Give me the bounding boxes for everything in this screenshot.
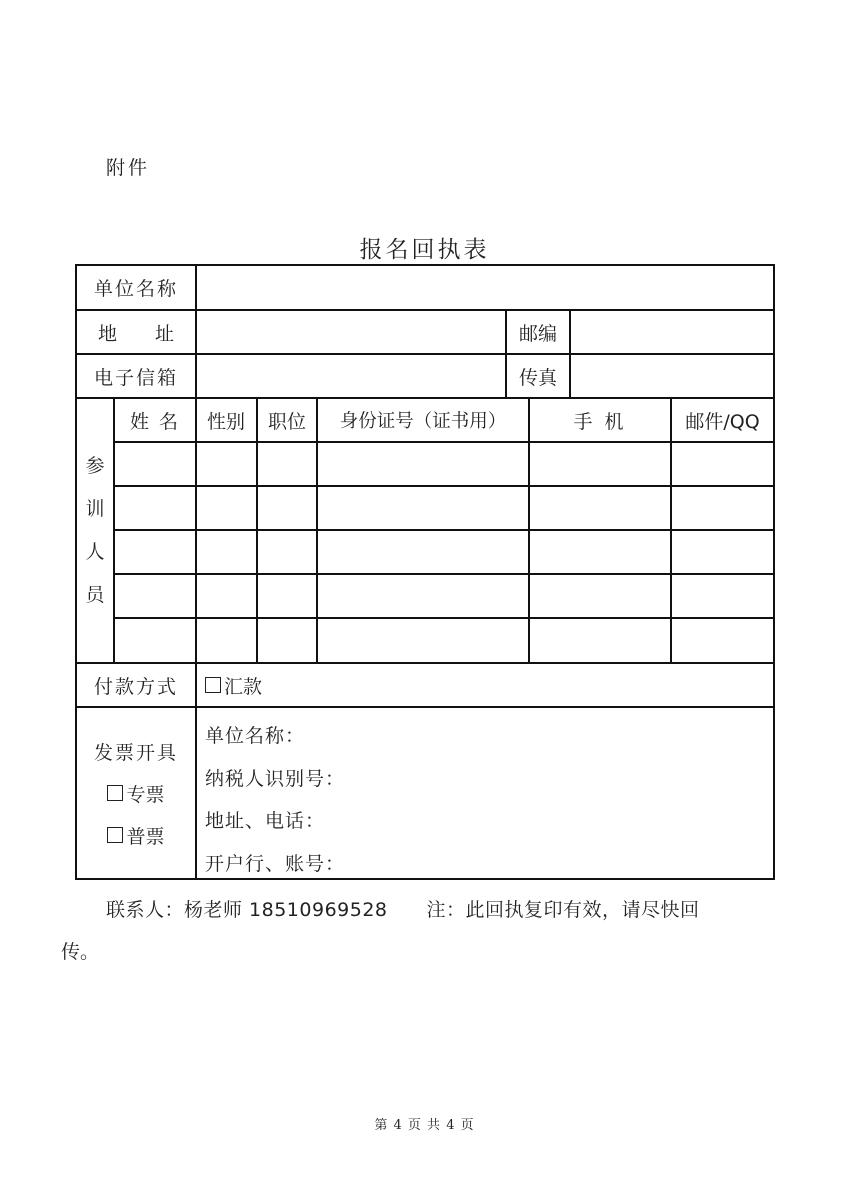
email-field[interactable] <box>197 355 505 397</box>
page-number: 第 4 页 共 4 页 <box>374 1118 475 1133</box>
invoice-field-unit-name[interactable]: 单位名称： <box>205 725 306 747</box>
row-divider <box>113 485 773 487</box>
payment-option[interactable] <box>205 664 765 706</box>
invoice-section-label <box>77 708 195 878</box>
row-divider <box>113 573 773 575</box>
invoice-field-address-phone[interactable]: 地址、电话： <box>205 810 326 832</box>
unit-name-field[interactable] <box>197 266 773 309</box>
contact-note: 联系人：杨老师 18510969528 注：此回执复印有效，请尽快回 <box>106 899 700 921</box>
header-email-qq: 邮件/QQ <box>685 410 760 433</box>
address-label: 地 址 <box>97 322 174 345</box>
unit-name-label: 单位名称 <box>93 278 178 300</box>
fax-label: 传真 <box>518 366 557 389</box>
participants-section-label <box>77 399 113 662</box>
contact-note-continued: 传。 <box>61 941 100 963</box>
email-label: 电子信箱 <box>93 366 178 389</box>
header-position: 职位 <box>267 410 306 433</box>
invoice-fields <box>205 715 765 885</box>
registration-form-table <box>75 264 775 880</box>
row-divider <box>113 441 773 443</box>
checkbox[interactable] <box>205 677 221 693</box>
section-char: 员 <box>85 583 105 606</box>
invoice-field-tax-id[interactable]: 纳税人识别号： <box>205 767 346 790</box>
payment-label: 付款方式 <box>93 675 178 698</box>
row-divider <box>113 529 773 531</box>
checkbox[interactable] <box>107 785 123 801</box>
form-title: 报名回执表 <box>359 237 490 263</box>
invoice-field-bank-account[interactable]: 开户行、账号： <box>205 852 346 875</box>
invoice-option-special[interactable] <box>107 772 164 814</box>
col-divider <box>195 662 197 878</box>
row-divider <box>113 617 773 619</box>
section-char: 训 <box>85 497 105 520</box>
section-char: 参 <box>85 454 105 477</box>
checkbox[interactable] <box>107 827 123 843</box>
invoice-option-label: 普票 <box>126 825 165 848</box>
invoice-option-general[interactable] <box>107 814 164 856</box>
header-mobile: 手 机 <box>573 410 627 433</box>
fax-field[interactable] <box>571 355 773 397</box>
header-id-number: 身份证号（证书用） <box>339 411 507 432</box>
postcode-field[interactable] <box>571 311 773 353</box>
header-gender: 性别 <box>206 410 245 433</box>
section-char: 人 <box>85 540 105 563</box>
invoice-option-label: 专票 <box>126 783 165 806</box>
invoice-label: 发票开具 <box>93 741 178 764</box>
address-field[interactable] <box>197 311 505 353</box>
postcode-label: 邮编 <box>518 322 557 345</box>
payment-option-label: 汇款 <box>224 675 263 698</box>
attachment-label: 附件 <box>106 157 151 179</box>
header-name: 姓 名 <box>129 410 181 433</box>
